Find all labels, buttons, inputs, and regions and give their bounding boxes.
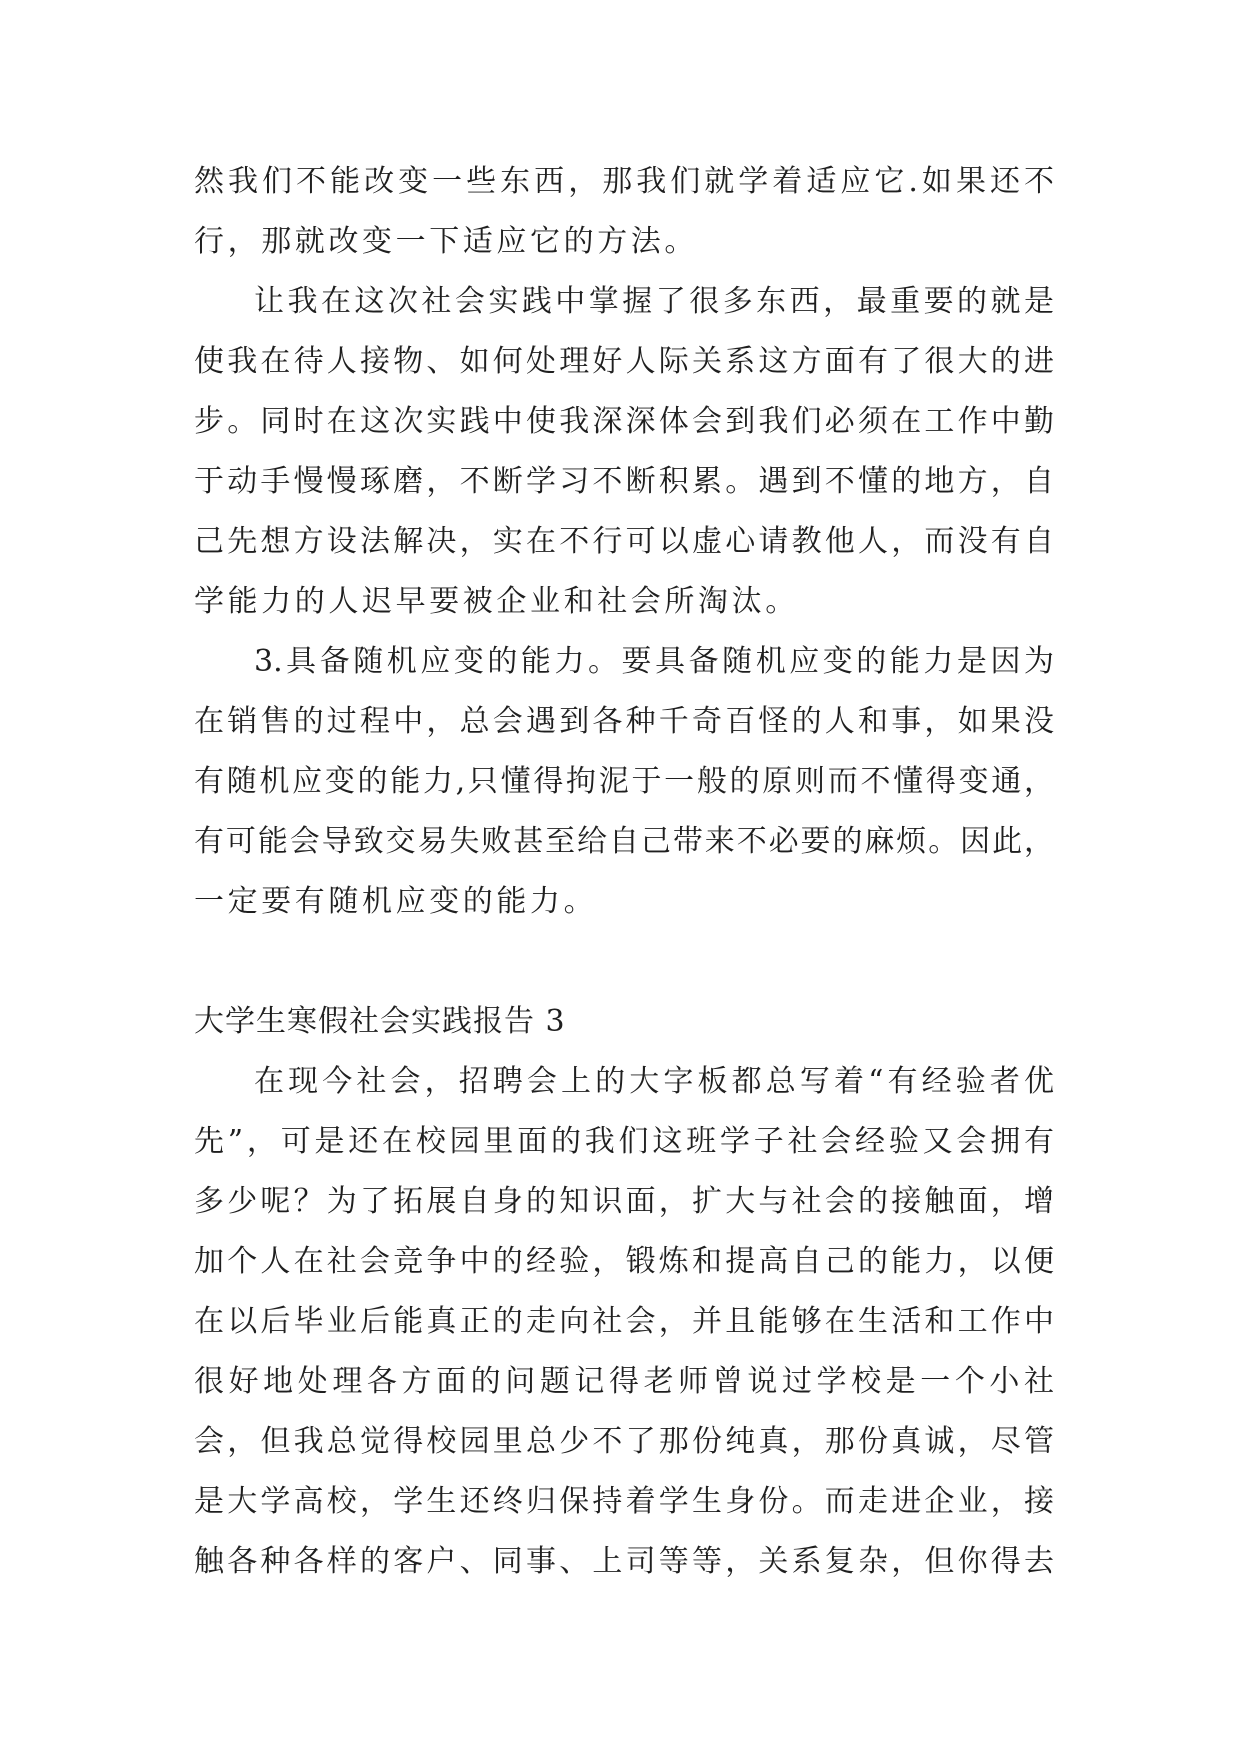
section-heading: 大学生寒假社会实践报告 3 bbox=[194, 1004, 566, 1039]
text-line: 很好地处理各方面的问题记得老师曾说过学校是一个小社 bbox=[194, 1364, 1054, 1399]
text-line: 使我在待人接物、如何处理好人际关系这方面有了很大的进 bbox=[194, 344, 1054, 379]
text-line: 触各种各样的客户、同事、上司等等，关系复杂，但你得去 bbox=[194, 1544, 1054, 1579]
text-line: 己先想方设法解决，实在不行可以虚心请教他人，而没有自 bbox=[194, 524, 1054, 559]
text-line: 然我们不能改变一些东西，那我们就学着适应它.如果还不 bbox=[194, 164, 1054, 199]
text-line: 于动手慢慢琢磨，不断学习不断积累。遇到不懂的地方，自 bbox=[194, 464, 1054, 499]
text-line: 3.具备随机应变的能力。要具备随机应变的能力是因为 bbox=[254, 644, 1054, 679]
text-line: 学能力的人迟早要被企业和社会所淘汰。 bbox=[194, 584, 799, 619]
text-line: 在以后毕业后能真正的走向社会，并且能够在生活和工作中 bbox=[194, 1304, 1054, 1339]
text-line: 是大学高校，学生还终归保持着学生身份。而走进企业，接 bbox=[194, 1484, 1054, 1519]
text-line: 会，但我总觉得校园里总少不了那份纯真，那份真诚，尽管 bbox=[194, 1424, 1054, 1459]
text-line: 多少呢？为了拓展自身的知识面，扩大与社会的接触面，增 bbox=[194, 1184, 1054, 1219]
text-line: 有可能会导致交易失败甚至给自己带来不必要的麻烦。因此， bbox=[194, 824, 1054, 859]
text-line: 在销售的过程中，总会遇到各种千奇百怪的人和事，如果没 bbox=[194, 704, 1054, 739]
text-line: 先”，可是还在校园里面的我们这班学子社会经验又会拥有 bbox=[194, 1124, 1054, 1159]
text-line: 让我在这次社会实践中掌握了很多东西，最重要的就是 bbox=[254, 284, 1054, 319]
text-line: 有随机应变的能力,只懂得拘泥于一般的原则而不懂得变通， bbox=[194, 764, 1054, 799]
text-line: 行，那就改变一下适应它的方法。 bbox=[194, 224, 698, 259]
text-line: 一定要有随机应变的能力。 bbox=[194, 884, 598, 919]
text-line: 步。同时在这次实践中使我深深体会到我们必须在工作中勤 bbox=[194, 404, 1054, 439]
text-line: 加个人在社会竞争中的经验，锻炼和提高自己的能力，以便 bbox=[194, 1244, 1054, 1279]
text-line: 在现今社会，招聘会上的大字板都总写着“有经验者优 bbox=[254, 1064, 1054, 1099]
